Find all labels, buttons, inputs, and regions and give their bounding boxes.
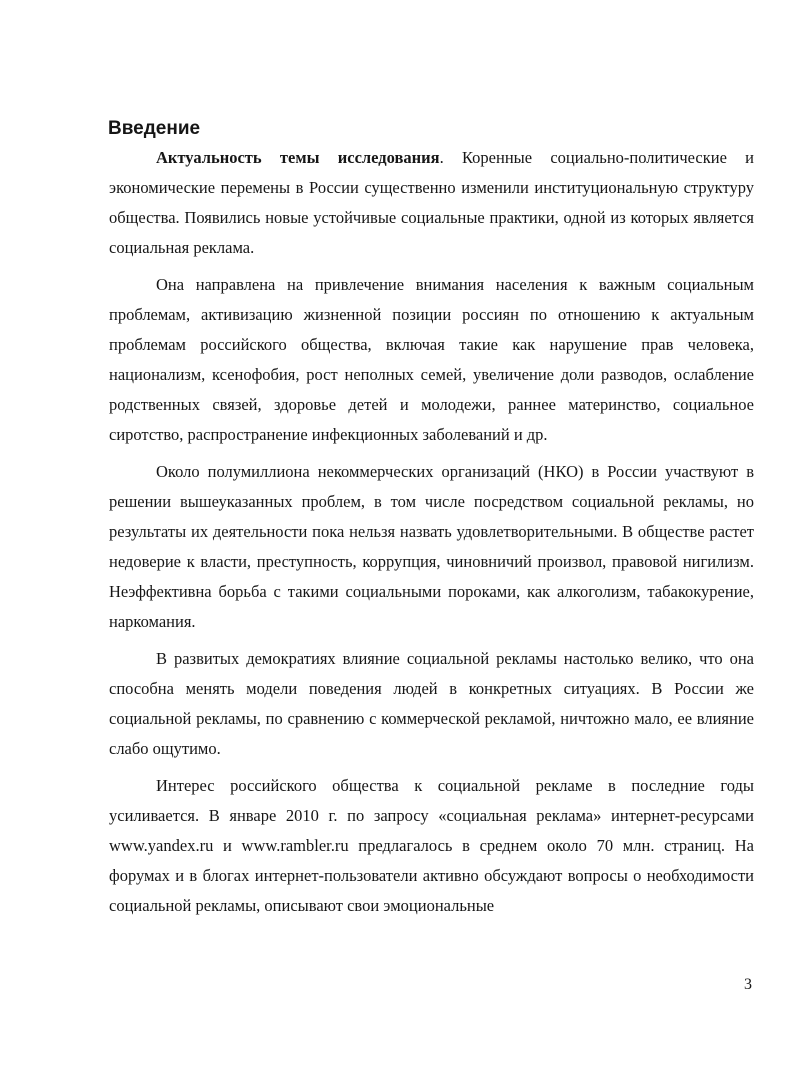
paragraph-democracies: В развитых демократиях влияние социальной рекламы настолько велико, что она способна менять модели поведения людей в конкретных ситуациях. В России же социальной рекламы, по сравнению с коммерческой рекламой, ничтожно мало, ее влияние слабо ощутимо.	[109, 649, 754, 758]
page-number: 3	[744, 976, 752, 993]
paragraph-lead: Актуальность темы исследования	[156, 148, 440, 167]
paragraph-nko: Около полумиллиона некоммерческих организаций (НКО) в России участвуют в решении вышеуказанных проблем, в том числе посредством социальной рекламы, но результаты их деятельности пока нельзя назвать удовлетворительными. В обществе растет недоверие к власти, преступность, коррупция, чиновничий произвол, правовой нигилизм. Неэффективна борьба с такими социальными пороками, как алкоголизм, табакокурение, наркомания.	[109, 462, 754, 631]
section-heading: Введение	[108, 118, 201, 139]
paragraph-text: . Коренные социально-политические и экономические перемены в России существенно изменили институциональную структуру общества. Появились новые устойчивые социальные практики, одной из которых является социальная реклама.	[109, 148, 755, 257]
paragraph-social-problems: Она направлена на привлечение внимания населения к важным социальным проблемам, активизацию жизненной позиции россиян по отношению к актуальным проблемам российского общества, включая такие как нарушение прав человека, национализм, ксенофобия, рост неполных семей, увеличение доли разводов, ослабление родственных связей, здоровье детей и молодежи, раннее материнство, социальное сиротство, распространение инфекционных заболеваний и др.	[109, 275, 754, 444]
body-text	[109, 143, 754, 928]
paragraph-relevance	[109, 143, 754, 263]
paragraph-interest: Интерес российского общества к социальной рекламе в последние годы усиливается. В январе 2010 г. по запросу «социальная реклама» интернет-ресурсами www.yandex.ru и www.rambler.ru предлагалось в среднем около 70 млн. страниц. На форумах и в блогах интернет-пользователи активно обсуждают вопросы о необходимости социальной рекламы, описывают свои эмоциональные	[109, 776, 754, 915]
